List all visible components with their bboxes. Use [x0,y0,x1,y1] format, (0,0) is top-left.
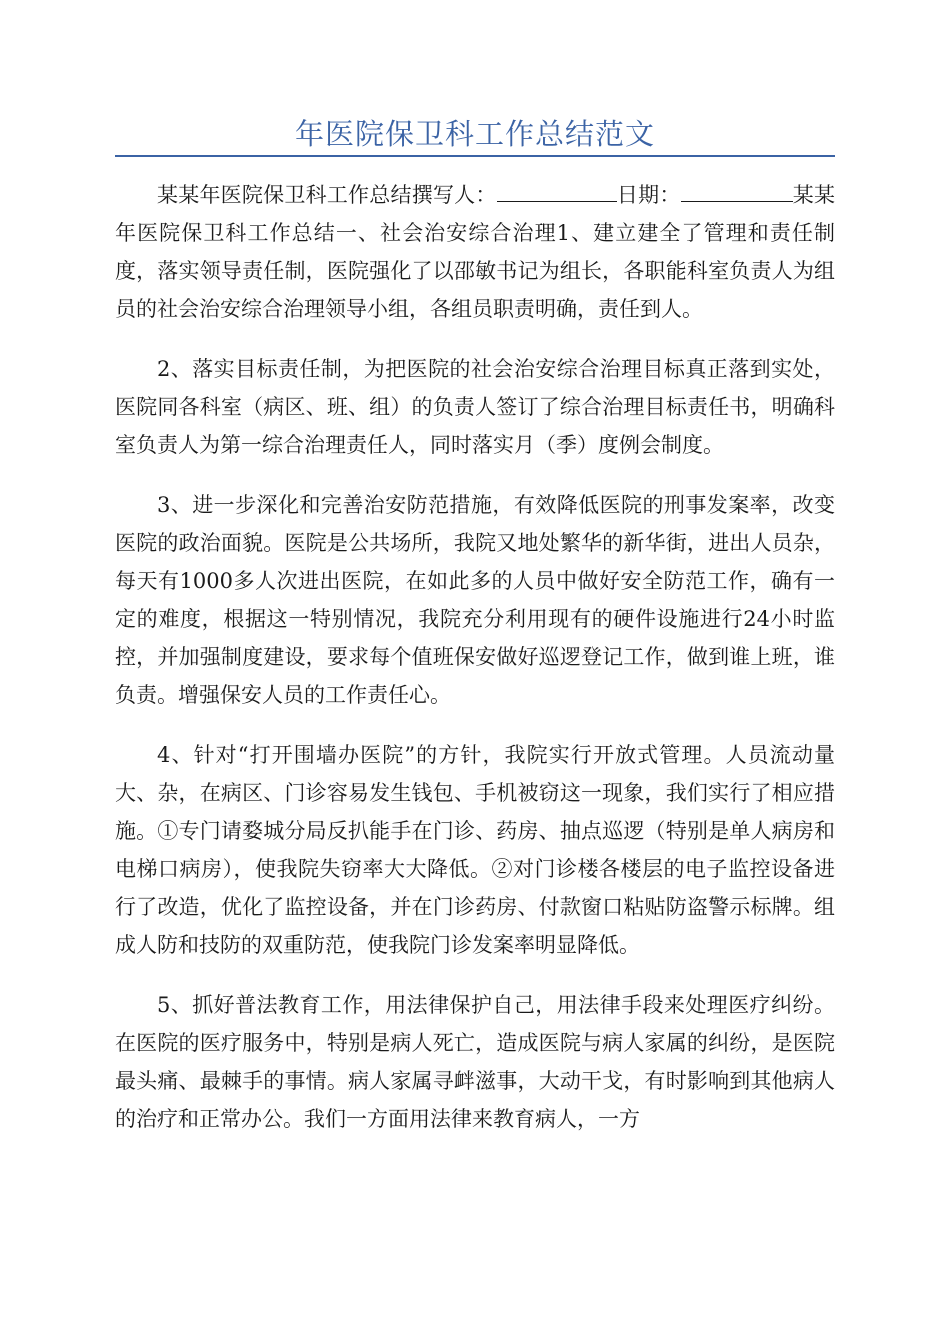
paragraph-4: 4、针对“打开围墙办医院”的方针，我院实行开放式管理。人员流动量大、杂，在病区、门诊容易发生钱包、手机被窃这一现象，我们实行了相应措施。①专门请婺城分局反扒能手在门诊、药房、抽点巡逻（特别是单人病房和电梯口病房），使我院失窃率大大降低。②对门诊楼各楼层的电子监控设备进行了改造，优化了监控设备，并在门诊药房、付款窗口粘贴防盗警示标牌。组成人防和技防的双重防范，使我院门诊发案率明显降低。 [115,743,835,957]
paragraph-1 [115,176,835,328]
paragraph-2: 2、落实目标责任制，为把医院的社会治安综合治理目标真正落到实处，医院同各科室（病区、班、组）的负责人签订了综合治理目标责任书，明确科室负责人为第一综合治理责任人，同时落实月（季）度例会制度。 [115,357,835,457]
paragraph-3: 3、进一步深化和完善治安防范措施，有效降低医院的刑事发案率，改变医院的政治面貌。医院是公共场所，我院又地处繁华的新华街，进出人员杂，每天有1000多人次进出医院，在如此多的人员中做好安全防范工作，确有一定的难度，根据这一特别情况，我院充分利用现有的硬件设施进行24小时监控，并加强制度建设，要求每个值班保安做好巡逻登记工作，做到谁上班，谁负责。增强保安人员的工作责任心。 [115,493,835,707]
author-label: 某某年医院保卫科工作总结撰写人： [157,183,497,207]
document-title: 年医院保卫科工作总结范文 [294,117,655,151]
document-body [115,176,835,1160]
date-label: 日期： [616,183,681,207]
author-blank [497,179,617,202]
paragraph-1-text: 某某年医院保卫科工作总结一、社会治安综合治理1、建立建全了管理和责任制度，落实领导责任制，医院强化了以邵敏书记为组长，各职能科室负责人为组员的社会治安综合治理领导小组，各组员职责明确，责任到人。 [115,183,836,321]
title-underline [115,155,835,157]
paragraph-5: 5、抓好普法教育工作，用法律保护自己，用法律手段来处理医疗纠纷。在医院的医疗服务中，特别是病人死亡，造成医院与病人家属的纠纷，是医院最头痛、最棘手的事情。病人家属寻衅滋事，大动干戈，有时影响到其他病人的治疗和正常办公。我们一方面用法律来教育病人，一方 [115,993,835,1131]
date-blank [681,179,793,202]
